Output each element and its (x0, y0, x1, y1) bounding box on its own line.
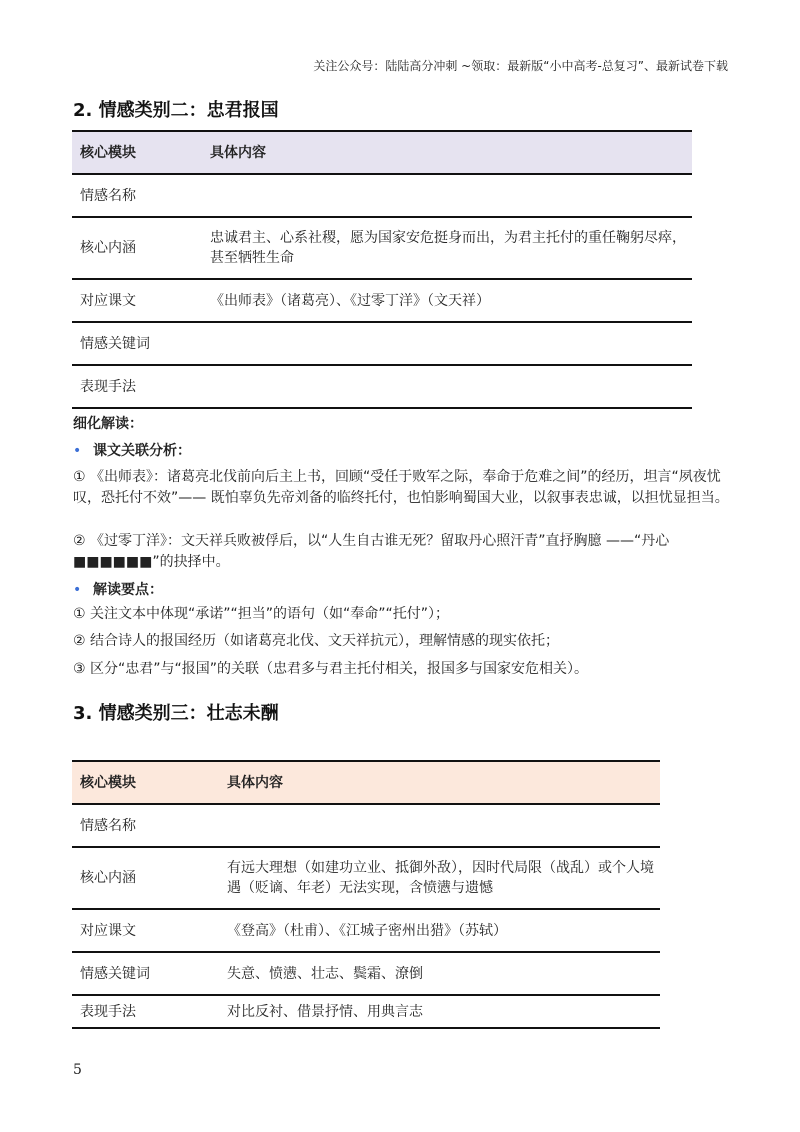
table-row (72, 952, 660, 995)
row-label: 情感关键词 (72, 322, 202, 365)
row-value (202, 365, 692, 408)
row-label: 情感名称 (72, 804, 219, 847)
row-value: 对比反衬、借景抒情、用典言志 (219, 995, 660, 1028)
point-item: ① 关注文本中体现“承诺”“担当”的语句（如“奉命”“托付”）； (73, 606, 450, 622)
table-row (72, 847, 660, 909)
row-label: 表现手法 (72, 365, 202, 408)
point-item: ③ 区分“忠君”与“报国”的关联（忠君多与君主托付相关，报国多与国家安危相关）。 (73, 661, 589, 677)
row-label: 情感名称 (72, 174, 202, 217)
header-cell-content: 具体内容 (202, 131, 692, 174)
row-label: 表现手法 (72, 995, 219, 1028)
header-cell-content: 具体内容 (219, 761, 660, 804)
row-value: 有远大理想（如建功立业、抵御外敌），因时代局限（战乱）或个人境遇（贬谪、年老）无法实现，含愤懑与遗憾 (219, 847, 660, 909)
analysis-item-1: ① 《出师表》：诸葛亮北伐前向后主上书，回顾“受任于败军之际，奉命于危难之间”的经历，坦言“夙夜忧叹，恐托付不效”—— 既怕辜负先帝刘备的临终托付，也怕影响蜀国大业，以叙事表忠诚，以担忧显担当。 (73, 469, 729, 506)
analysis-heading (73, 441, 191, 462)
section3-table (72, 760, 660, 1029)
section3-title: 3. 情感类别三：壮志未酬 (73, 703, 279, 724)
points-label: 解读要点： (93, 582, 163, 598)
table-row (72, 217, 692, 279)
table-row (72, 322, 692, 365)
analysis-item-2: ② 《过零丁洋》：文天祥兵败被俘后，以“人生自古谁无死？留取丹心照汗青”直抒胸臆 ——“丹心■■■■■■”的抉择中。 (73, 533, 670, 570)
table-header-row (72, 761, 660, 804)
detail-title: 细化解读： (73, 416, 143, 432)
row-value: 《出师表》（诸葛亮）、《过零丁洋》（文天祥） (202, 279, 692, 322)
page-number: 5 (73, 1062, 82, 1078)
section2-title: 2. 情感类别二：忠君报国 (73, 100, 279, 121)
bullet-icon: • (73, 443, 82, 459)
table-row (72, 909, 660, 952)
point-item: ② 结合诗人的报国经历（如诸葛亮北伐、文天祥抗元），理解情感的现实依托； (73, 633, 559, 649)
table-row (72, 279, 692, 322)
points-heading (73, 580, 163, 601)
page-header: 关注公众号：陆陆高分冲刺 ~领取：最新版“小中高考-总复习”、最新试卷下载 (313, 59, 728, 73)
row-value: 《登高》（杜甫）、《江城子密州出猎》（苏轼） (219, 909, 660, 952)
table-header-row (72, 131, 692, 174)
row-value (202, 174, 692, 217)
row-label: 对应课文 (72, 279, 202, 322)
table-row (72, 804, 660, 847)
section2-table (72, 130, 692, 409)
row-value (219, 804, 660, 847)
bullet-icon: • (73, 582, 82, 598)
row-value: 失意、愤懑、壮志、鬓霜、潦倒 (219, 952, 660, 995)
row-label: 核心内涵 (72, 217, 202, 279)
table-row (72, 365, 692, 408)
row-label: 对应课文 (72, 909, 219, 952)
header-cell-module: 核心模块 (72, 131, 202, 174)
row-value (202, 322, 692, 365)
analysis-label: 课文关联分析： (93, 443, 191, 459)
row-label: 情感关键词 (72, 952, 219, 995)
table-row (72, 174, 692, 217)
header-cell-module: 核心模块 (72, 761, 219, 804)
table-row (72, 995, 660, 1028)
row-value: 忠诚君主、心系社稷，愿为国家安危挺身而出，为君主托付的重任鞠躬尽瘁，甚至牺牲生命 (202, 217, 692, 279)
row-label: 核心内涵 (72, 847, 219, 909)
